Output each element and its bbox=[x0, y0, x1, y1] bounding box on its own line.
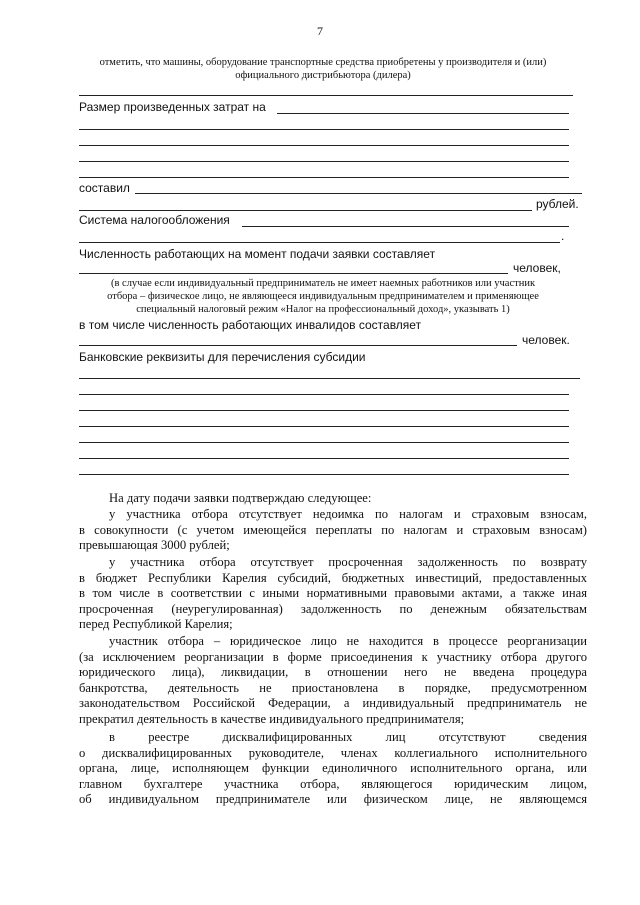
confirmation-heading-text: На дату подачи заявки подтверждаю следующее: bbox=[109, 491, 372, 505]
bank-field-line[interactable] bbox=[79, 394, 569, 395]
intro-note-line-2: официального дистрибьютора (дилера) bbox=[235, 70, 411, 81]
staff-note-line-2: отбора – физическое лицо, не являющееся индивидуальным предпринимателем и применяющее bbox=[107, 291, 539, 302]
tax-line-end: . bbox=[561, 229, 565, 243]
paragraph-line: главном бухгалтере участника отбора, являющегося юридическим лицом, bbox=[79, 776, 587, 791]
tax-system-label: Система налогообложения bbox=[79, 213, 230, 227]
expense-blank-line[interactable] bbox=[79, 161, 569, 162]
intro-underline bbox=[79, 95, 573, 96]
paragraph-line: законодательством Российской Федерации, а индивидуальный предприниматель не bbox=[79, 696, 587, 710]
paragraph-disqualified-register bbox=[79, 730, 587, 808]
bank-field-line[interactable] bbox=[79, 474, 569, 475]
page-number: 7 bbox=[317, 24, 323, 38]
disabled-field-line[interactable] bbox=[79, 345, 517, 346]
tax-system-field-line[interactable] bbox=[242, 226, 569, 227]
bank-field-line[interactable] bbox=[79, 442, 569, 443]
paragraph-budget-debt bbox=[79, 555, 587, 633]
expense-blank-line[interactable] bbox=[79, 177, 569, 178]
paragraph-line: в реестре дисквалифицированных лиц отсутствуют сведения bbox=[109, 730, 587, 744]
persons-suffix: человек, bbox=[513, 261, 561, 275]
paragraph-line: органа, лице, исполняющем функции единоличного исполнительного органа, или bbox=[79, 761, 587, 775]
amount-field-line[interactable] bbox=[135, 193, 582, 194]
bank-field-line[interactable] bbox=[79, 458, 569, 459]
paragraph-line: просроченная (неурегулированная) задолженность по денежным обязательствам bbox=[79, 601, 587, 616]
bank-field-line[interactable] bbox=[79, 410, 569, 411]
paragraph-line: превышающая 3000 рублей; bbox=[79, 538, 230, 552]
tax-system-field-line-2[interactable] bbox=[79, 242, 560, 243]
paragraph-line: участник отбора – юридическое лицо не находится в процессе реорганизации bbox=[109, 634, 587, 648]
paragraph-line: у участника отбора отсутствует просроченная задолженность по возврату bbox=[109, 555, 587, 569]
paragraph-line: перед Республикой Карелия; bbox=[79, 617, 233, 631]
paragraph-line: в бюджет Республики Карелия субсидий, бюджетных инвестиций, предоставленных bbox=[79, 570, 587, 585]
confirmation-heading bbox=[79, 491, 587, 507]
disabled-label: в том числе численность работающих инвалидов составляет bbox=[79, 318, 422, 332]
staff-note-line-3: специальный налоговый режим «Налог на профессиональный доход», указывать 1) bbox=[136, 304, 510, 315]
paragraph-line: о дисквалифицированных руководителе, членах коллегиального исполнительного bbox=[79, 745, 587, 760]
expense-label: Размер произведенных затрат на bbox=[79, 100, 266, 114]
paragraph-line: в том числе в соответствии с иными нормативными правовыми актами, а также иная bbox=[79, 586, 587, 600]
currency-suffix: рублей. bbox=[536, 197, 579, 211]
amount-label: составил bbox=[79, 181, 130, 195]
paragraph-tax-arrears bbox=[79, 507, 587, 554]
paragraph-reorganization bbox=[79, 634, 587, 727]
paragraph-line: банкротства, деятельность не приостановлена в порядке, предусмотренном bbox=[79, 680, 587, 695]
bank-field-line[interactable] bbox=[79, 426, 569, 427]
amount-field-line-2[interactable] bbox=[79, 210, 532, 211]
paragraph-line: прекратил деятельность в качестве индивидуального предпринимателя; bbox=[79, 711, 465, 726]
staff-label: Численность работающих на момент подачи заявки составляет bbox=[79, 247, 436, 261]
paragraph-line: у участника отбора отсутствует недоимка по налогам и страховым взносам, bbox=[109, 507, 587, 521]
paragraph-line: в совокупности (с учетом имеющейся переплаты по налогам и страховым взносам) bbox=[79, 522, 587, 537]
intro-note-line-1: отметить, что машины, оборудование транспортные средства приобретены у производителя и (или) bbox=[99, 57, 547, 68]
staff-note-line-1: (в случае если индивидуальный предприниматель не имеет наемных работников или участник bbox=[110, 278, 536, 289]
paragraph-line: (за исключением реорганизации в форме присоединения к участнику отбора другого bbox=[79, 649, 587, 664]
paragraph-line: юридического лица), ликвидации, в отношении него не введена процедура bbox=[79, 665, 587, 679]
expense-blank-line[interactable] bbox=[79, 145, 569, 146]
staff-field-line[interactable] bbox=[79, 273, 508, 274]
persons-suffix-2: человек. bbox=[522, 333, 570, 347]
expense-blank-line[interactable] bbox=[79, 129, 569, 130]
bank-field-line[interactable] bbox=[79, 378, 580, 379]
paragraph-line: об индивидуальном предпринимателе или физическом лице, не являющемся bbox=[79, 792, 587, 806]
bank-label: Банковские реквизиты для перечисления субсидии bbox=[79, 350, 366, 364]
expense-field-line[interactable] bbox=[277, 113, 569, 114]
